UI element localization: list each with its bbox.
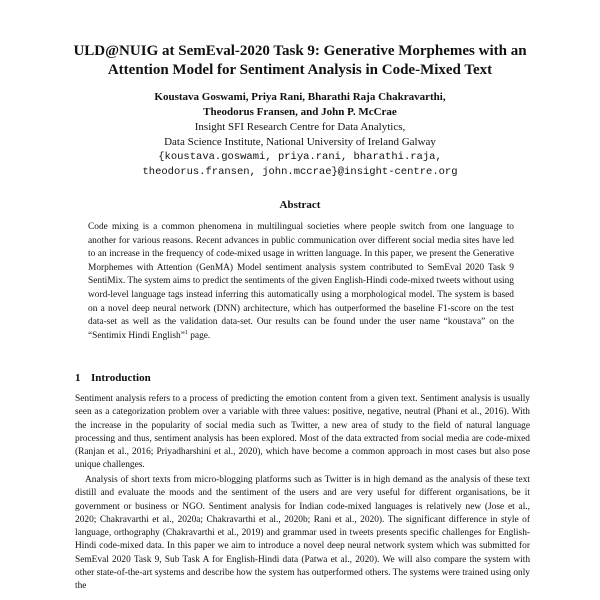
emails-line: {koustava.goswami, priya.rani, bharathi.raja, [158,151,442,163]
emails-line: theodorus.fransen, john.mccrae}@insight-centre.org [142,166,458,178]
affiliation-line: Data Science Institute, National University of Ireland Galway [164,136,436,148]
affiliation-line: Insight SFI Research Centre for Data Analytics, [194,121,406,133]
affiliation [60,120,540,150]
abstract-text: Code mixing is a common phenomena in multilingual societies where people switch from one language to another for various reasons. Recent advances in public communication over different social media sites have led to an increase in the frequency of code-mixed usage in written language. In this paper, we present the Generative Morphemes with Attention (GenMA) Model sentiment analysis system contributed to SemEval 2020 Task 9 SentiMix. The system aims to predict the sentiments of the given English-Hindi code-mixed tweets without using word-level language tags instead inferring this automatically using a morphological model. The system is based on a novel deep neural network (DNN) architecture, which has outperformed the baseline F1-score on the test data-set as well as the validation data-set. Our results can be found under the user name “koustava” on the “Sentimix Hindi English” [88,222,514,341]
section-heading [75,371,151,385]
abstract-heading: Abstract [279,199,321,211]
abstract-body [88,221,514,343]
authors-line: Theodorus Fransen, and John P. McCrae [203,106,397,118]
author-emails [60,150,540,180]
title-line: ULD@NUIG at SemEval-2020 Task 9: Generative Morphemes with an [73,43,527,59]
abstract-text-end: page. [187,330,211,341]
intro-paragraph-1: Sentiment analysis refers to a process of predicting the emotion content from a given text. Sentiment analysis is usually seen as a categorization problem over a variable with three values: positive, negative, neutral (Phani et al., 2016). With the increase in the popularity of social media such as Twitter, a new area of study to the field of natural language processing and thus, sentiment analysis has been explored. Most of the data extracted from social media are code-mixed (Ranjan et al., 2016; Priyadharshini et al., 2020), which have become a common approach in most cases but also pose unique challenges. [75,394,530,471]
title-line: Attention Model for Sentiment Analysis in Code-Mixed Text [107,62,493,78]
paper-title [60,42,540,80]
author-list [60,90,540,120]
authors-line: Koustava Goswami, Priya Rani, Bharathi Raja Chakravarthi, [154,91,446,103]
intro-paragraph-2: Analysis of short texts from micro-blogging platforms such as Twitter is in high demand as the analysis of these text distill and evaluate the moods and the sentiment of the users and are very useful for different organisations, be it government or business or NGO. Sentiment analysis for Indian code-mixed languages is relatively new (Jose et al., 2020; Chakravarthi et al., 2020a; Chakravarthi et al., 2020b; Rani et al., 2020). The significant difference in style of language, orthography (Chakravarthi et al., 2019) and grammar used in tweets presents specific challenges for English-Hindi code-mixed data. In this paper we aim to introduce a novel deep neural network system which was submitted for SemEval 2020 Task 9, Sub Task A for English-Hindi data (Patwa et al., 2020). We will also compare the system with other state-of-the-art systems and describe how the system has outperformed others. The systems were trained using only the [75,475,530,592]
section-title: Introduction [91,372,151,384]
section-number: 1 [75,372,81,384]
footnote-marker[interactable]: 1 [184,329,188,336]
